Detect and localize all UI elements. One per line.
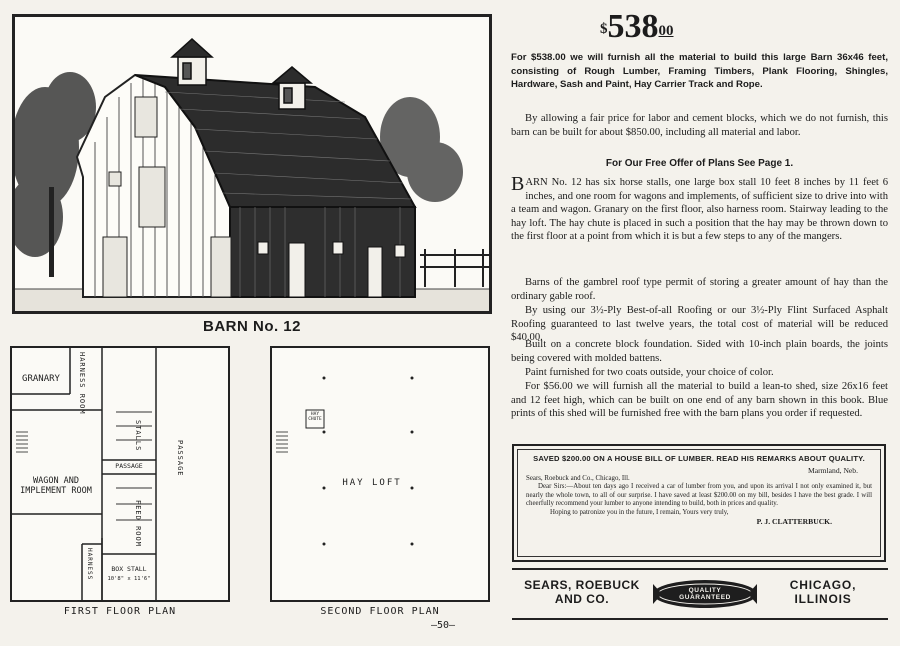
plans-offer: For Our Free Offer of Plans See Page 1. xyxy=(605,158,794,169)
roof-paragraph: Barns of the gambrel roof type permit of storing a greater amount of hay than the ordinary gable roof. xyxy=(511,277,888,302)
barn-drawing xyxy=(15,17,489,311)
testimonial-inner xyxy=(517,449,881,557)
footer-city-line1: CHICAGO, xyxy=(789,578,857,592)
barn-illustration xyxy=(12,14,492,314)
foundation-paragraph: Built on a concrete block foundation. Sided with 10-inch plain boards, the joints being covered with molded battens. xyxy=(511,339,888,364)
footer-city xyxy=(768,578,878,606)
wagon-room-label: WAGON AND IMPLEMENT ROOM xyxy=(20,476,92,496)
second-floor-caption: SECOND FLOOR PLAN xyxy=(320,606,440,617)
feed-room-label: FEED ROOM xyxy=(134,500,142,547)
first-floor-caption: FIRST FLOOR PLAN xyxy=(63,606,177,617)
description-text: ARN No. 12 has six horse stalls, one large box stall 10 feet 8 inches by 11 feet 6 inches, and one room for wagons and implements, of sufficient size to drive into with a team and wagon. Granary on the first floor, also harness room. Stairway leading to the hay loft. The hay chute is placed in such a position that the hay may be thrown down to the first floor at a point from which it is but a few steps to any of the mangers. xyxy=(511,177,888,243)
quality-seal-text: QUALITY GUARANTEED xyxy=(679,587,731,601)
footer-company-line2: AND CO. xyxy=(554,592,610,606)
price-dollars: 538 xyxy=(607,8,659,45)
price xyxy=(600,8,800,46)
passage-label: PASSAGE xyxy=(115,462,143,470)
testimonial-box xyxy=(512,444,886,562)
testimonial-place: Marmland, Neb. xyxy=(808,466,858,475)
footer-city-line2: ILLINOIS xyxy=(794,592,852,606)
hay-loft-label: HAY LOFT xyxy=(342,478,402,488)
price-cents: 00 xyxy=(658,23,674,39)
barn-title: BARN No. 12 xyxy=(202,318,301,335)
intro-paragraph: For $538.00 we will furnish all the material to build this large Barn 36x46 feet, consisting of Rough Lumber, Framing Timbers, Plank Flooring, Shingles, Hardware, Sash and Paint, Hay Carrier Track and Rope. xyxy=(511,52,888,91)
footer-rule-bottom xyxy=(512,618,888,620)
harness-room-label: HARNESS ROOM xyxy=(78,352,86,415)
second-floor-dots xyxy=(272,348,488,600)
testimonial-signature: P. J. CLATTERBUCK. xyxy=(756,517,832,527)
labor-paragraph: By allowing a fair price for labor and cement blocks, which we do not furnish, this barn can be built for about $850.00, including all material and labor. xyxy=(511,113,888,138)
testimonial-closing: Hoping to patronize you in the future, I remain, Yours very truly, xyxy=(550,508,729,516)
footer-rule-top xyxy=(512,568,888,570)
harness-lower-label: HARNESS xyxy=(86,548,93,581)
side-passage-label: PASSAGE xyxy=(176,440,184,477)
granary-label: GRANARY xyxy=(22,374,60,384)
stalls-label: STALLS xyxy=(134,420,142,452)
testimonial-headline: SAVED $200.00 ON A HOUSE BILL OF LUMBER. READ HIS REMARKS ABOUT QUALITY. xyxy=(533,454,865,463)
testimonial-body: Dear Sirs:—About ten days ago I received a car of lumber from you, and upon its arrival I not only examined it, but nearly the whole town, to all of our surprise. I have saved at least $200.00 on my bill, besides I have the best grade. I will cheerfully recommend your lumber to anyone intending to build, both in prices and quality. xyxy=(526,483,872,508)
second-floor-plan xyxy=(270,346,490,602)
testimonial-salutation: Sears, Roebuck and Co., Chicago, Ill. xyxy=(526,475,630,482)
shed-paragraph: For $56.00 we will furnish all the material to build a lean-to shed, size 26x16 feet and 12 feet high, which can be built on one end of any barn shown in this book. Blue prints of this shed will be furnished free with the barn plans you order if requested. xyxy=(511,381,888,420)
footer-company xyxy=(522,578,642,606)
hay-chute-label: HAY CHUTE xyxy=(308,412,322,422)
first-floor-plan xyxy=(10,346,230,602)
box-stall-size: 10'8" x 11'6" xyxy=(107,576,151,582)
dropcap: B xyxy=(511,173,525,195)
box-stall-label: BOX STALL xyxy=(111,565,147,573)
paint-paragraph: Paint furnished for two coats outside, your choice of color. xyxy=(525,367,774,378)
page-number: —50— xyxy=(430,620,456,631)
roofing-paragraph: By using our 3½-Ply Best-of-all Roofing or our 3½-Ply Flint Surfaced Asphalt Roofing guaranteed to last twelve years, the total cost of material will be reduced $40.00. xyxy=(511,305,888,344)
first-floor-lines xyxy=(12,348,228,600)
footer-company-line1: SEARS, ROEBUCK xyxy=(524,578,640,592)
description-paragraph xyxy=(511,173,888,244)
price-symbol: $ xyxy=(600,21,608,37)
